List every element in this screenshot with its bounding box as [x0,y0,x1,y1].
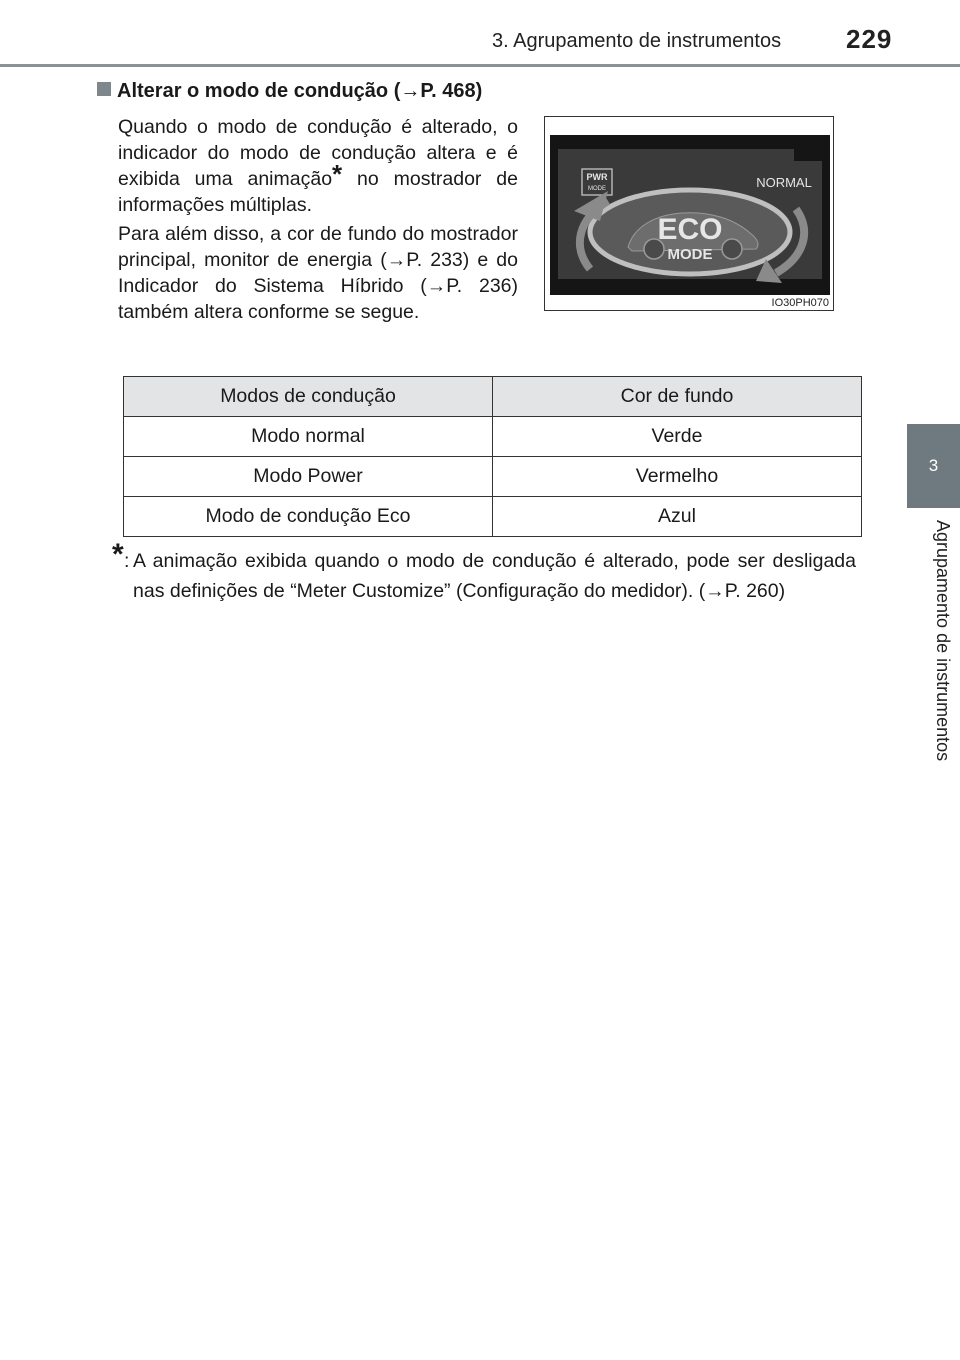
paragraph-1 [118,114,518,218]
table-cell: Modo Power [124,457,493,497]
table-row [124,457,862,497]
eco-mode-text: MODE [667,246,713,263]
table-cell: Azul [493,497,862,537]
square-bullet-icon [97,82,111,96]
footnote-ref-star: * [332,159,343,189]
table-header-row [124,377,862,417]
chapter-tab-label: Agrupamento de instrumentos [933,520,953,762]
section-heading [97,80,482,103]
eco-text: ECO [657,213,723,246]
footnote [112,538,856,606]
footnote-star: * [112,538,124,571]
pwr-mode-text: MODE [588,186,606,192]
normal-mode-label: NORMAL [756,175,812,190]
figure-code: IO30PH070 [771,297,829,309]
table-cell: Verde [493,417,862,457]
table-row [124,497,862,537]
header-rule [0,64,960,67]
chapter-tab [907,424,960,508]
table-row [124,417,862,457]
eco-mode-display-figure [544,116,834,311]
driving-modes-table [123,376,862,537]
table-cell: Modo normal [124,417,493,457]
table-cell: Vermelho [493,457,862,497]
multi-info-display-illustration [550,135,830,295]
car-wheel-rear-icon [722,239,742,259]
table-header-cell: Cor de fundo [493,377,862,417]
paragraph-2: Para além disso, a cor de fundo do mostrador principal, monitor de energia (→P. 233) e do Indicador do Sistema Híbrido (→P. 236) também altera conforme se segue. [118,223,518,323]
paragraph-1-text-b: no mostrador de informações múltiplas. [118,168,518,216]
table-cell: Modo de condução Eco [124,497,493,537]
running-header: 3. Agrupamento de instrumentos [492,30,782,52]
footnote-colon: : [124,550,130,572]
section-heading-text: Alterar o modo de condução (→P. 468) [117,80,483,102]
footnote-text: A animação exibida quando o modo de condução é alterado, pode ser desligada nas definições de “Meter Customize” (Configuração do medidor). (→P. 260) [133,550,856,602]
page-number: 229 [846,24,893,54]
paragraph-1-text-a: Quando o modo de condução é alterado, o indicador do modo de condução altera e é exibida uma animação [118,116,518,190]
table-header-cell: Modos de condução [124,377,493,417]
pwr-text: PWR [586,172,608,182]
chapter-number: 3 [928,456,939,475]
